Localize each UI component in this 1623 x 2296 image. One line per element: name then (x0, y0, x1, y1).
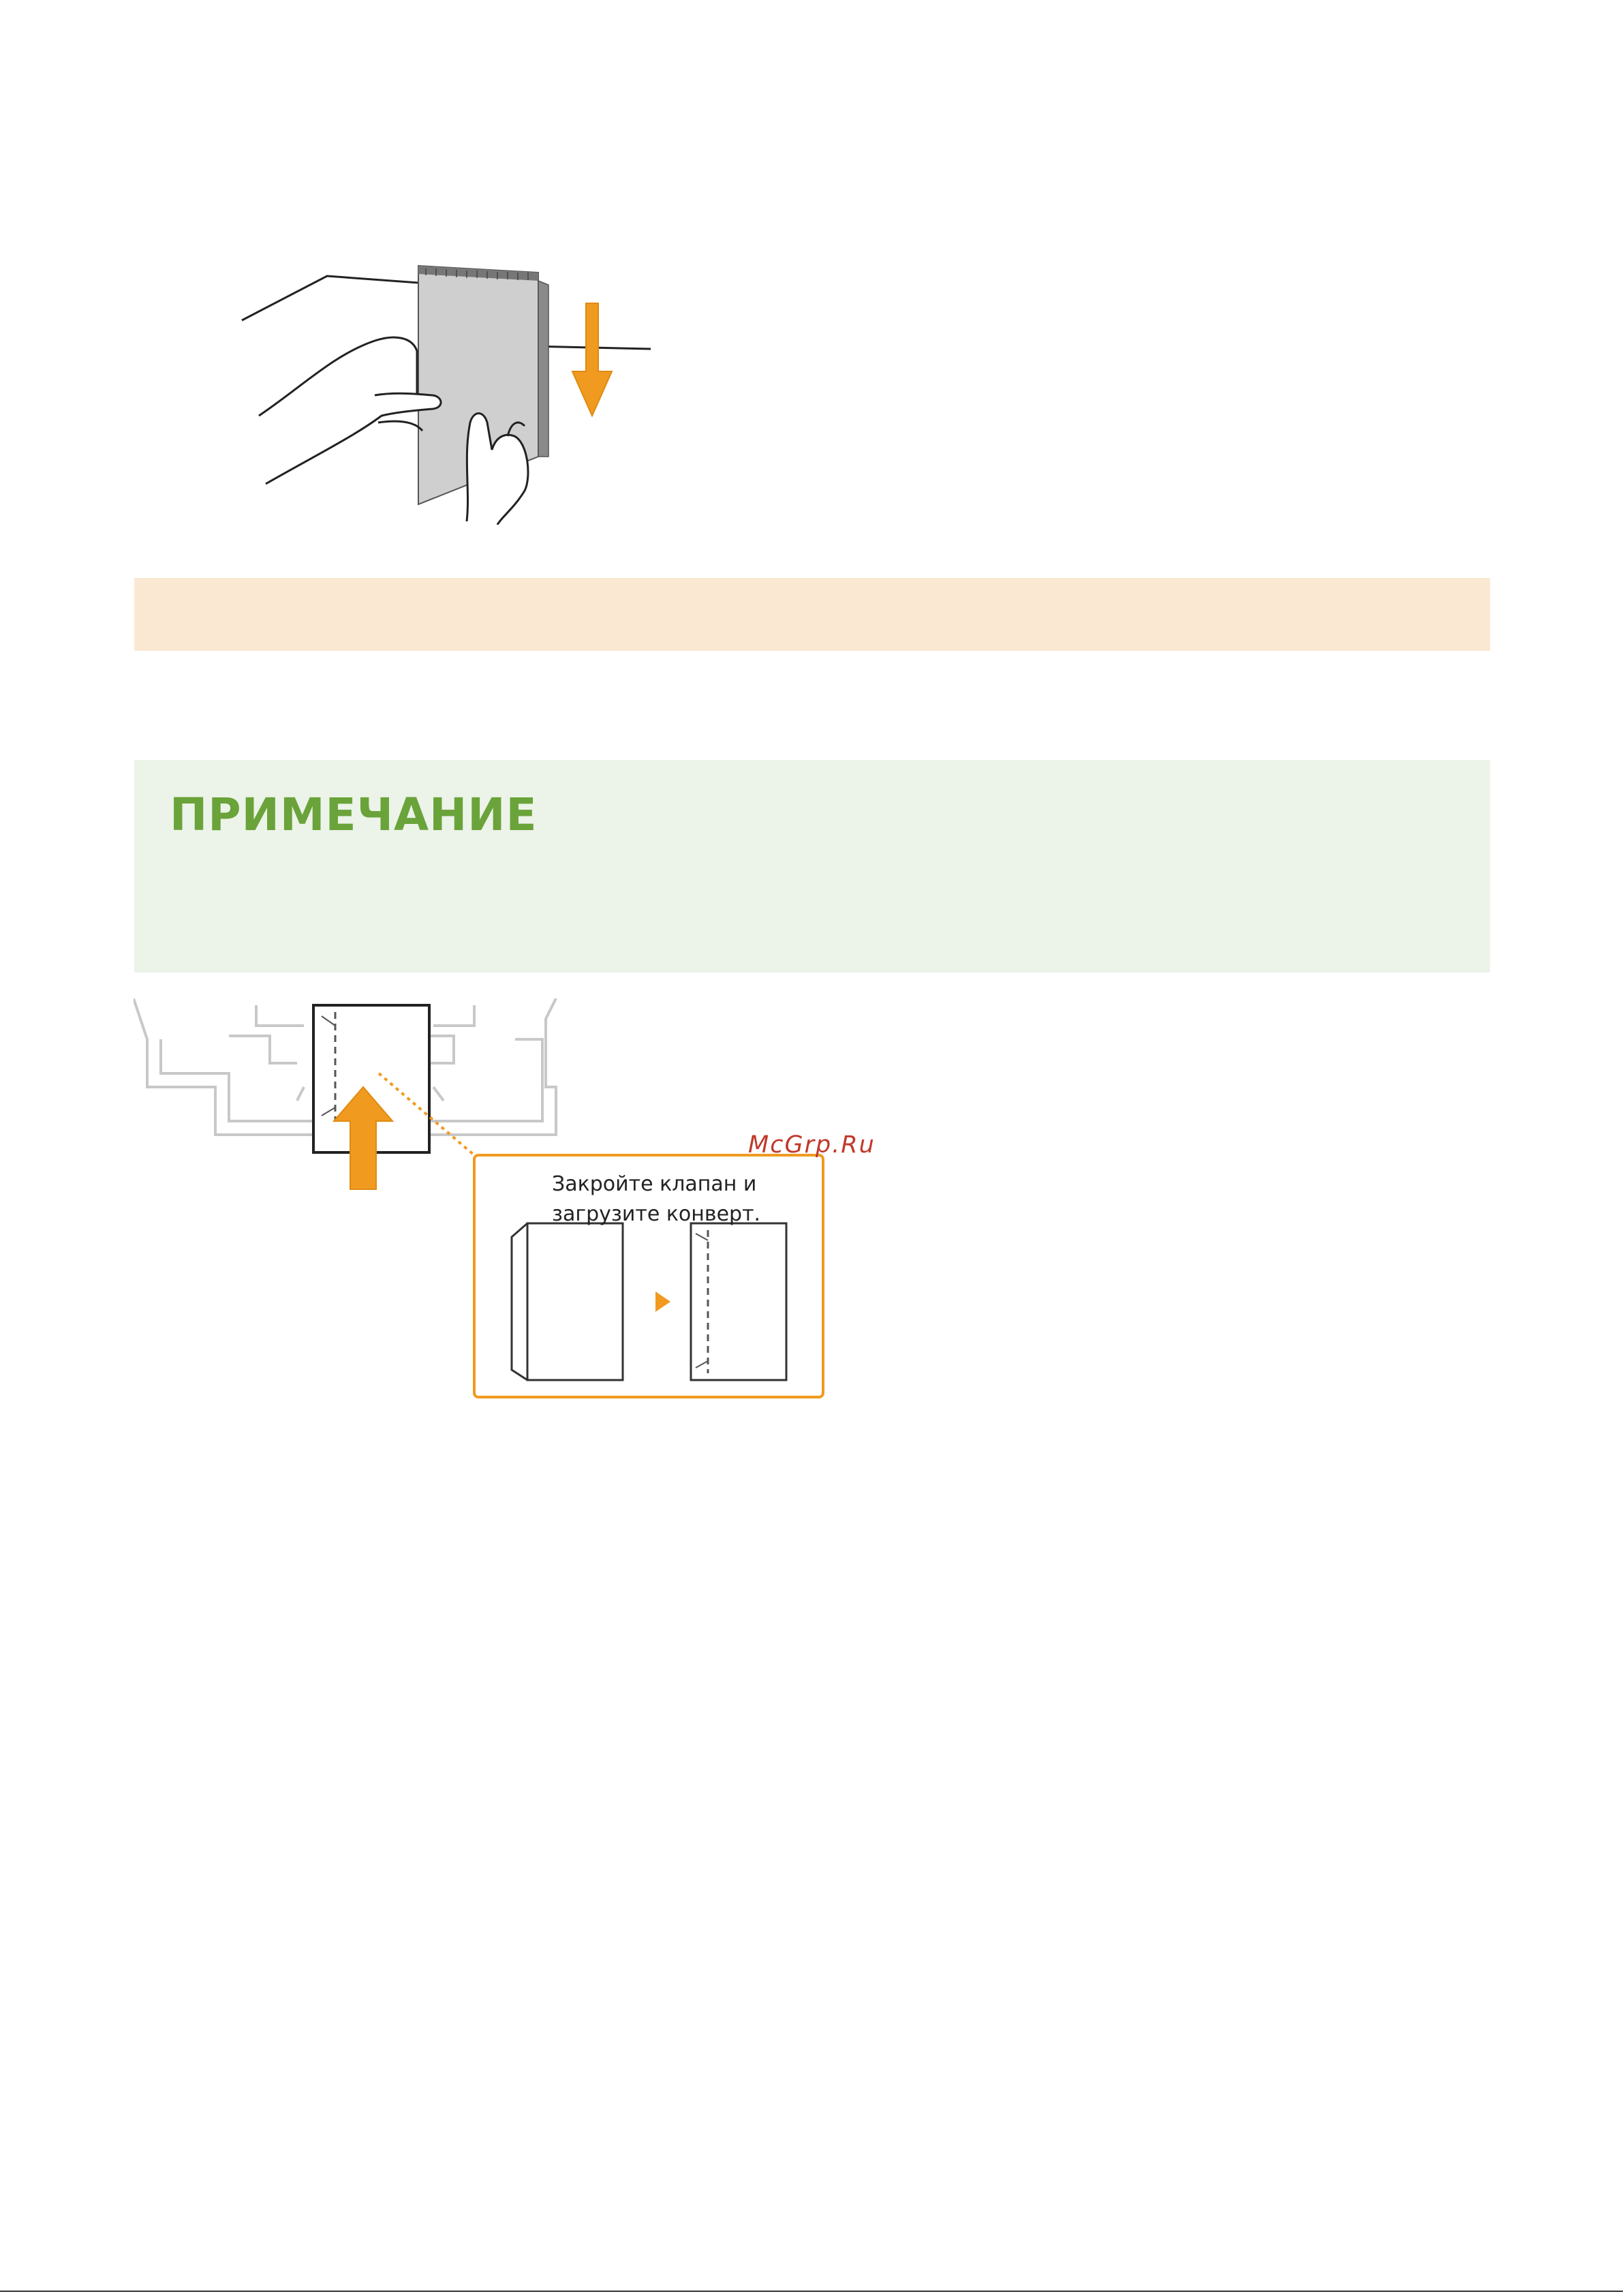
callout-line-2: загрузите конверт. (552, 1202, 761, 1226)
watermark: McGrp.Ru (748, 1131, 876, 1159)
caution-bar (134, 578, 1490, 651)
callout-text (552, 1169, 824, 1229)
footer-divider (0, 2291, 1623, 2292)
note-box (134, 760, 1490, 973)
envelope-stack-illustration (238, 252, 654, 525)
down-arrow-icon (572, 303, 612, 416)
callout-line-1: Закройте клапан и (552, 1172, 757, 1196)
note-title: ПРИМЕЧАНИЕ (170, 789, 538, 841)
